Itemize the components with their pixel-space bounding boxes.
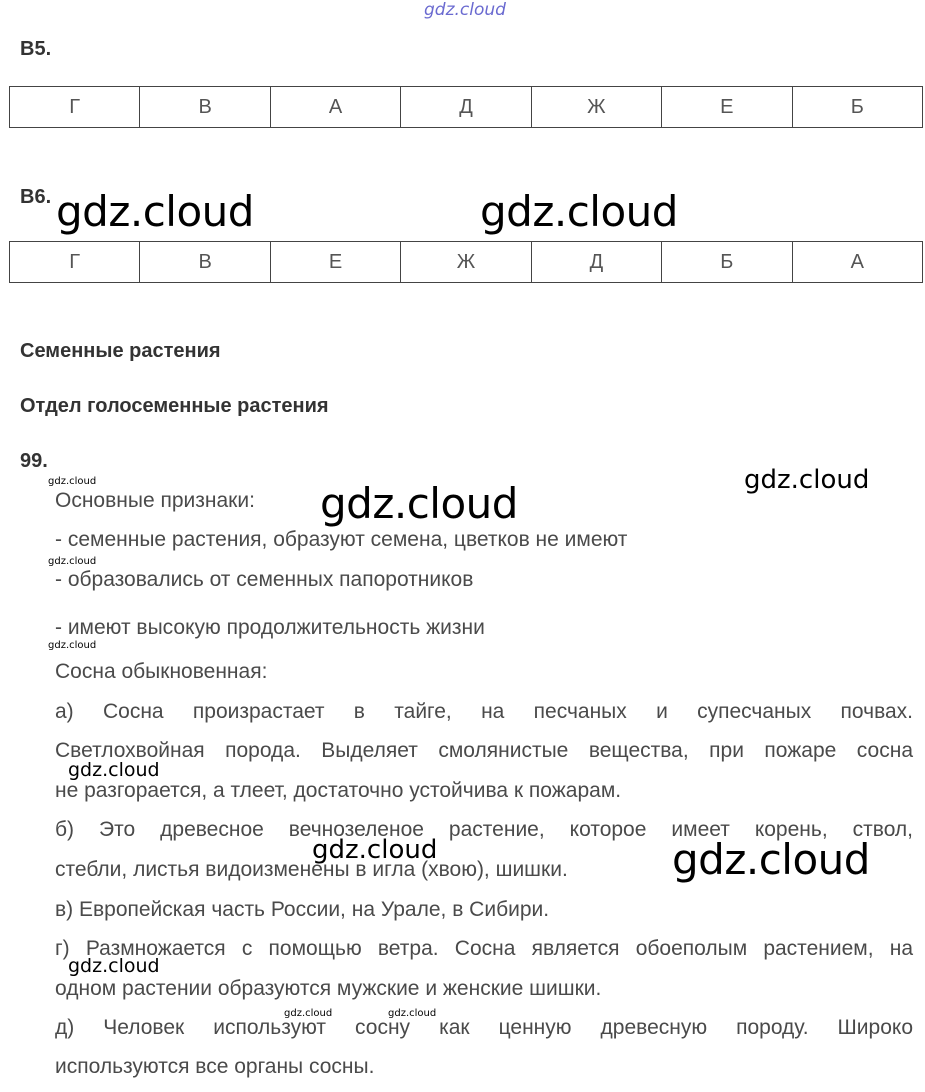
b6-cell: Г <box>10 242 140 283</box>
b6-cell: Б <box>662 242 792 283</box>
b6-cell: Ж <box>401 242 531 283</box>
main-features-heading: Основные признаки: <box>55 489 255 512</box>
b5-cell: Б <box>792 87 922 128</box>
watermark: gdz.cloud <box>56 187 254 236</box>
b5-cell: В <box>140 87 270 128</box>
watermark: gdz.cloud <box>312 835 438 865</box>
b6-cell: Е <box>270 242 400 283</box>
b5-cell: Д <box>401 87 531 128</box>
b6-cell: А <box>792 242 922 283</box>
watermark: gdz.cloud <box>48 640 97 651</box>
b5-answer-table <box>9 86 923 128</box>
pine-text-line: Светлохвойная порода. Выделяет смолянистые вещества, при пожаре сосна <box>55 739 913 762</box>
watermark-top: gdz.cloud <box>424 0 506 20</box>
section-title: Семенные растения <box>20 340 221 362</box>
watermark: gdz.cloud <box>480 187 678 236</box>
watermark: gdz.cloud <box>48 476 97 487</box>
b6-answer-table <box>9 241 923 283</box>
b6-label: В6. <box>20 186 52 208</box>
watermark: gdz.cloud <box>388 1008 437 1019</box>
watermark: gdz.cloud <box>672 835 870 884</box>
pine-text-line: используются все органы сосны. <box>55 1055 375 1078</box>
table-row <box>10 242 923 283</box>
watermark: gdz.cloud <box>284 1008 333 1019</box>
watermark: gdz.cloud <box>68 759 160 781</box>
pine-text-line: одном растении образуются мужские и женские шишки. <box>55 977 602 1000</box>
feature-item: - имеют высокую продолжительность жизни <box>55 616 485 639</box>
task-number: 99. <box>20 450 48 472</box>
b6-cell: В <box>140 242 270 283</box>
pine-text-line: а) Сосна произрастает в тайге, на песчаных и супесчаных почвах. <box>55 700 913 723</box>
b5-cell: Ж <box>531 87 661 128</box>
table-row <box>10 87 923 128</box>
feature-item: - семенные растения, образуют семена, цветков не имеют <box>55 528 628 551</box>
b5-cell: Е <box>662 87 792 128</box>
b5-label: В5. <box>20 38 52 60</box>
watermark: gdz.cloud <box>48 556 97 567</box>
pine-text-line: в) Европейская часть России, на Урале, в Сибири. <box>55 898 550 921</box>
feature-item: - образовались от семенных папоротников <box>55 568 474 591</box>
watermark: gdz.cloud <box>68 955 160 977</box>
b5-cell: Г <box>10 87 140 128</box>
b5-cell: А <box>270 87 400 128</box>
watermark: gdz.cloud <box>320 479 518 528</box>
pine-text-line: д) Человек используют сосну как ценную древесную породу. Широко <box>55 1016 913 1039</box>
pine-text-line: г) Размножается с помощью ветра. Сосна является обоеполым растением, на <box>55 937 913 960</box>
pine-text-line: не разгорается, а тлеет, достаточно устойчива к пожарам. <box>55 779 622 802</box>
b6-cell: Д <box>531 242 661 283</box>
section-subtitle: Отдел голосеменные растения <box>20 395 329 417</box>
pine-heading: Сосна обыкновенная: <box>55 660 268 683</box>
watermark: gdz.cloud <box>744 465 870 495</box>
pine-text-line: б) Это древесное вечнозеленое растение, которое имеет корень, ствол, <box>55 818 913 841</box>
pine-text-line: стебли, листья видоизменены в игла (хвою), шишки. <box>55 858 568 881</box>
